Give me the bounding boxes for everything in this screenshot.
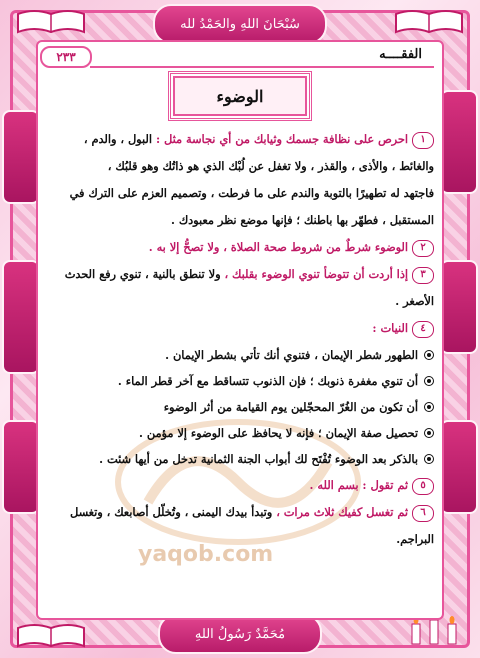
body-text: فاجتهد له تطهيرًا بالتوبة والندم على ما فرطت ، وتصميم العزم على الترك في: [69, 186, 434, 200]
bullet-icon: [424, 454, 434, 464]
list-item-text: بالذكر بعد الوضوء تُفْتَح لك أبواب الجنة الثمانية تدخل من أيها شئت .: [99, 452, 418, 466]
body-text: البراجم.: [396, 532, 434, 546]
page-title: الوضوء: [173, 76, 307, 116]
body-text: والغائط ، والأذى ، والقذر ، ولا تغفل عن لُبْك الذي هو ذاتُك وهو قلبُك ،: [107, 159, 434, 173]
header-divider: [90, 66, 434, 68]
highlight-text: احرص على نظافة جسمك وثيابك من أي نجاسة مثل :: [155, 132, 408, 146]
paragraph-6: [46, 499, 434, 553]
quran-book-icon: [16, 6, 86, 36]
list-item-text: أن تكون من الغُرّ المحجّلين يوم القيامة من أثر الوضوء: [163, 400, 418, 414]
list-item-text: تحصيل صفة الإيمان ؛ فإنه لا يحافظ على الوضوء إلا مؤمن .: [138, 426, 418, 440]
bullet-icon: [424, 376, 434, 386]
page-content: [36, 40, 444, 620]
section-heading: النيات :: [372, 321, 408, 335]
paragraph-number: ٣: [412, 267, 434, 284]
left-calligraphy-panel: [2, 110, 40, 204]
page-number: ٢٣٣: [40, 46, 92, 68]
bottom-calligraphy-banner: مُحَمَّدٌ رَسُولُ اللهِ: [158, 614, 322, 654]
quran-book-icon: [16, 620, 86, 650]
highlight-text: الوضوء شرطٌ من شروط صحة الصلاة ، ولا تصحُّ إلا به .: [148, 240, 408, 254]
right-calligraphy-panel: [440, 90, 478, 194]
section-name: الفقــــه: [379, 47, 422, 62]
list-item: [46, 368, 434, 394]
right-kaaba-panel: [440, 260, 478, 354]
bullet-icon: [424, 402, 434, 412]
paragraph-number: ١: [412, 132, 434, 149]
highlight-text: ثم تغسل كفيك ثلاث مرات ،: [276, 505, 408, 519]
paragraph-1: [46, 126, 434, 234]
bullet-icon: [424, 350, 434, 360]
body-text: الأصغر .: [395, 294, 434, 308]
paragraph-number: ٤: [412, 321, 434, 338]
right-mosque-panel: [440, 420, 478, 514]
left-calligraphy-panel: [2, 260, 40, 374]
body-text: المستقبل ، فطهّر بها باطنك ؛ فإنها موضع نظر معبودك .: [170, 213, 434, 227]
paragraph-number: ٥: [412, 478, 434, 495]
article-body: [46, 126, 434, 553]
paragraph-2: [46, 234, 434, 261]
list-item: [46, 446, 434, 472]
quran-book-icon: [394, 6, 464, 36]
body-text: ولا تنطق بالنية ، تنوي رفع الحدث: [64, 267, 225, 281]
list-item-text: أن تنوي مغفرة ذنوبك ؛ فإن الذنوب تتساقط مع آخر قطر الماء .: [117, 374, 418, 388]
watermark-site: yaqob.com: [138, 542, 274, 567]
top-calligraphy-banner: سُبْحَانَ اللهِ والحَمْدُ لله: [153, 4, 327, 44]
paragraph-number: ٢: [412, 240, 434, 257]
highlight-text: ثم تقول : بسم الله .: [309, 478, 408, 492]
list-item-text: الطهور شطر الإيمان ، فتنوي أنك تأتي بشطر الإيمان .: [165, 348, 418, 362]
body-text: البول ، والدم ،: [83, 132, 156, 146]
highlight-text: إذا أردت أن تتوضأ تنوي الوضوء بقلبك ،: [224, 267, 408, 281]
paragraph-3: [46, 261, 434, 315]
bullet-icon: [424, 428, 434, 438]
list-item: [46, 420, 434, 446]
list-item: [46, 342, 434, 368]
paragraph-4: [46, 315, 434, 342]
list-item: [46, 394, 434, 420]
paragraph-number: ٦: [412, 505, 434, 522]
paragraph-5: [46, 472, 434, 499]
left-calligraphy-panel: [2, 420, 40, 514]
body-text: وتبدأ بيدك اليمنى ، وتُخلّل أصابعك ، وتغسل: [70, 505, 277, 519]
page-header: [38, 46, 442, 66]
